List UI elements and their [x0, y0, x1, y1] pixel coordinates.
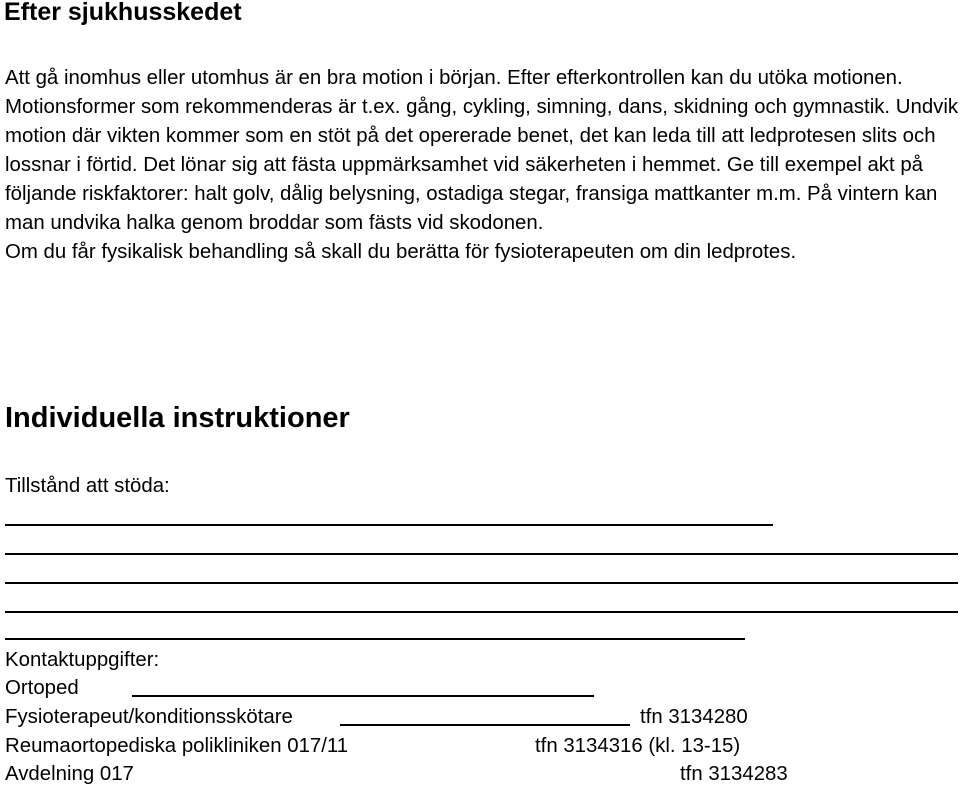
support-label: Tillstånd att stöda:: [5, 475, 170, 497]
paragraph-motion: Att gå inomhus eller utomhus är en bra motion i början. Efter efterkontrollen kan du utöka motionen. Motionsformer som rekommenderas är t.ex. gång, cykling, simning, dans, skidning och gymnastik. Undvik motion där vikten kommer som en stöt på det opererade benet, det kan leda till att ledprotesen slits och lossnar i förtid. Det lönar sig att fästa uppmärksamhet vid säkerheten i hemmet. Ge till exempel akt på följande riskfaktorer: halt golv, dålig belysning, ostadiga stegar, fransiga mattkanter m.m. På vintern kan man undvika halka genom broddar som fästs vid skodonen.: [5, 67, 959, 234]
support-line-3[interactable]: [5, 582, 958, 584]
ortoped-line[interactable]: [132, 695, 594, 697]
fysio-line[interactable]: [340, 724, 630, 726]
support-line-2[interactable]: [5, 553, 958, 555]
reuma-phone: tfn 3134316 (kl. 13-15): [535, 735, 741, 757]
fysio-phone: tfn 3134280: [640, 706, 748, 728]
section-heading-individual: Individuella instruktioner: [5, 402, 350, 434]
page-title: Efter sjukhusskedet: [4, 0, 242, 26]
support-line-4[interactable]: [5, 611, 958, 613]
info-text: [5, 64, 960, 267]
avd-label: Avdelning 017: [5, 763, 134, 785]
contacts-label: Kontaktuppgifter:: [5, 649, 160, 671]
ortoped-label: Ortoped: [5, 677, 79, 699]
avd-phone: tfn 3134283: [680, 763, 788, 785]
paragraph-physio: Om du får fysikalisk behandling så skall du berätta för fysioterapeuten om din ledprotes.: [5, 241, 797, 263]
support-line-5[interactable]: [5, 638, 745, 640]
support-line-1[interactable]: [5, 524, 773, 526]
fysio-label: Fysioterapeut/konditionsskötare: [5, 706, 293, 728]
reuma-label: Reumaortopediska polikliniken 017/11: [5, 735, 349, 757]
